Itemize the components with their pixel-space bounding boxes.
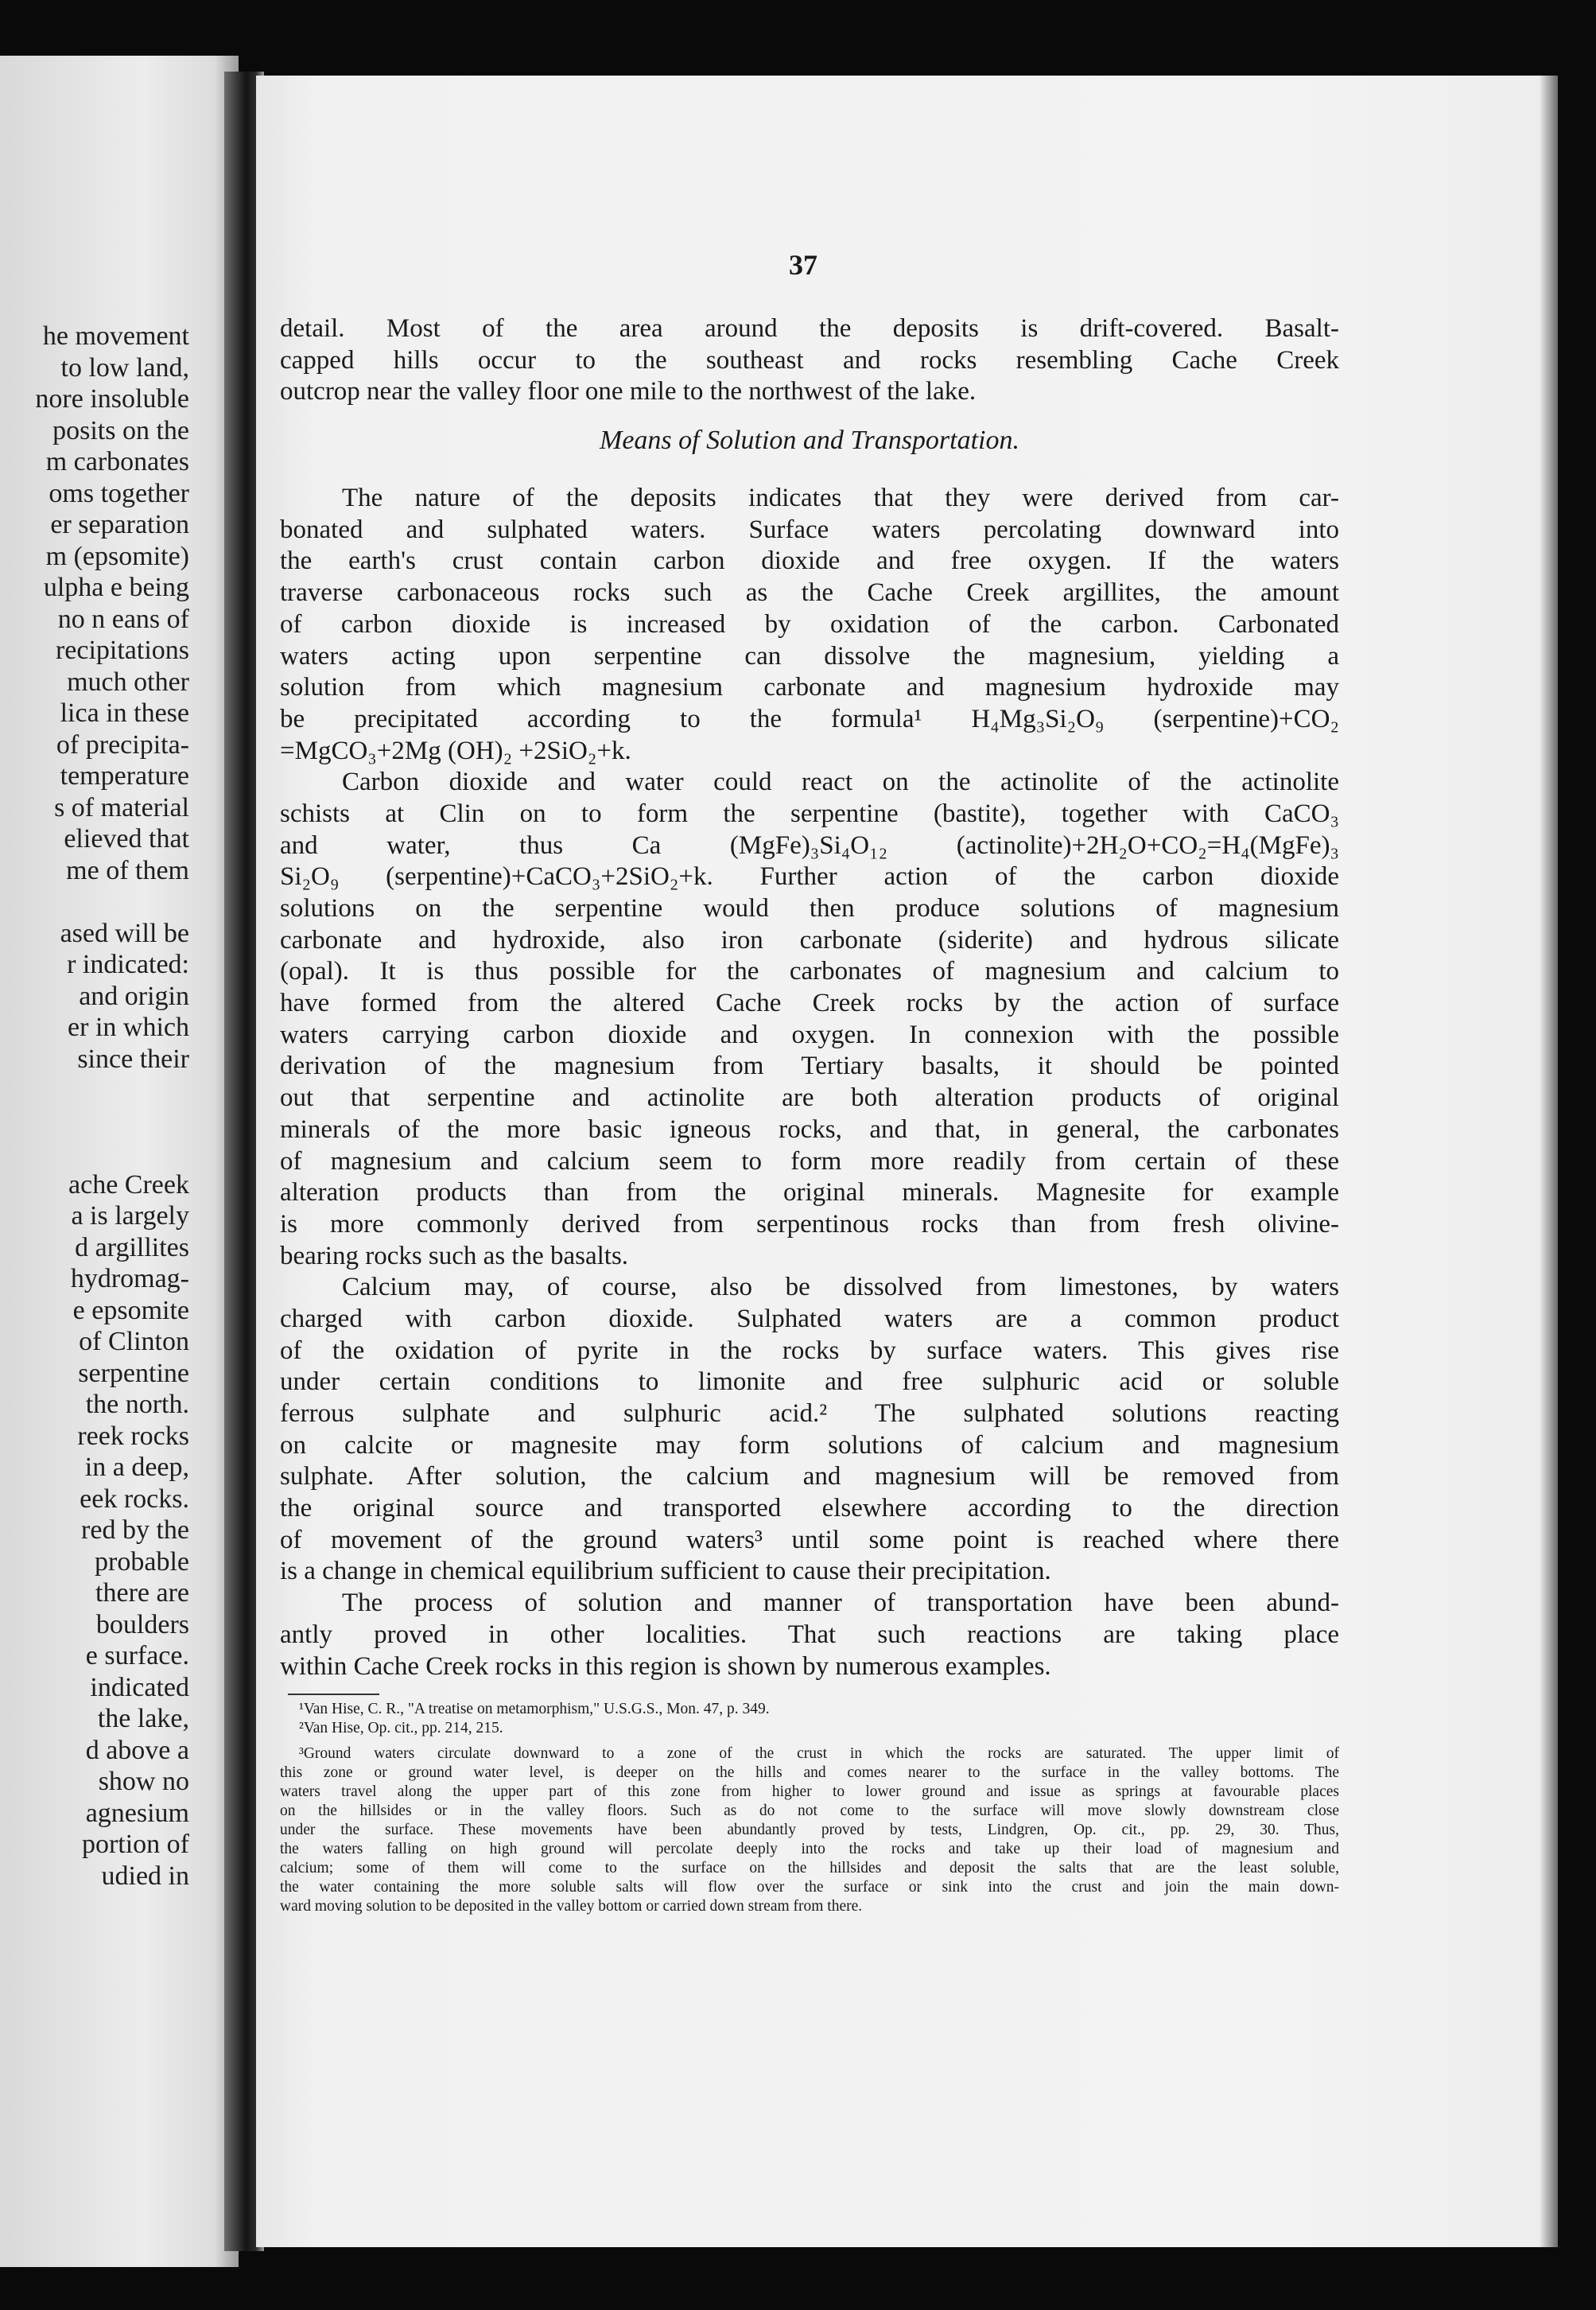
left-page-line: m (epsomite) [45,541,189,571]
text-line: solutions on the serpentine would then produce solutions of magnesium [280,894,1339,923]
footnote-3 [280,1744,1339,1916]
left-page-line: of precipita- [56,729,189,760]
footnote-line: under the surface. These movements have been abundantly proved by tests, Lindgren, Op. cit., pp. 29, 30. Thus, [280,1822,1339,1839]
text-line: within Cache Creek rocks in this region is shown by numerous examples. [280,1651,1051,1681]
footnote-2: ²Van Hise, Op. cit., pp. 214, 215. [299,1720,503,1737]
text-line: have formed from the altered Cache Creek rocks by the action of surface [280,989,1339,1018]
paragraph-nature-of-deposits [280,483,1339,767]
text-line: (opal). It is thus possible for the carbonates of magnesium and calcium to [280,957,1339,986]
text-line: outcrop near the valley floor one mile to the northwest of the lake. [280,377,977,406]
footnote-line: on the hillsides or in the valley floors. Such as do not come to the surface will move slowly downstream close [280,1802,1339,1820]
page-body [280,313,1339,1916]
left-page-line: to low land, [60,352,189,383]
left-page-line: there are [95,1578,189,1608]
text-line: ferrous sulphate and sulphuric acid.² The sulphated solutions reacting [280,1399,1339,1428]
left-page-line: since their [77,1044,189,1074]
left-page-line: e epsomite [72,1295,189,1325]
left-page-line: d argillites [75,1232,189,1262]
footnote-rule [288,1694,379,1695]
text-line: charged with carbon dioxide. Sulphated waters are a common product [280,1304,1339,1333]
left-page-line: serpentine [78,1358,189,1388]
left-page-line: elieved that [64,824,189,854]
left-page-line: er separation [50,510,189,539]
text-line: bonated and sulphated waters. Surface waters percolating downward into [280,515,1339,544]
left-page-line: me of them [66,855,189,885]
left-page-line: m carbonates [45,447,189,476]
left-page-line [0,1106,189,1138]
text-line: of carbon dioxide is increased by oxidation of the carbon. Carbonated [280,609,1339,639]
left-page-line: the north. [85,1390,189,1419]
paragraph-intro [280,313,1339,408]
text-line: is a change in chemical equilibrium sufficient to cause their precipitation. [280,1557,1051,1586]
text-line: alteration products than from the original minerals. Magnesite for example [280,1178,1339,1208]
left-page-line: e surface. [85,1641,189,1670]
text-line: of movement of the ground waters³ until some point is reached where there [280,1525,1339,1554]
text-line: traverse carbonaceous rocks such as the Cache Creek argillites, the amount [280,578,1339,608]
paragraph-process [280,1588,1339,1682]
text-line: of magnesium and calcium seem to form more readily from certain of these [280,1146,1339,1176]
left-page-line: no n eans of [57,604,189,634]
text-line: waters carrying carbon dioxide and oxygen. In connexion with the possible [280,1020,1339,1049]
left-page-line: ulpha e being [43,573,189,602]
text-line: The nature of the deposits indicates that they were derived from car- [342,484,1339,513]
left-page-line: and origin [79,981,189,1011]
left-page-text [0,321,189,1892]
paragraph-carbon-dioxide [280,767,1339,1272]
left-page-line: temperature [60,761,189,791]
section-heading: Means of Solution and Transportation. [600,426,1019,456]
left-page-line: he movement [42,321,189,351]
left-page-line: reek rocks [77,1421,189,1451]
text-line: detail. Most of the area around the deposits is drift-covered. Basalt- [280,314,1339,343]
text-line: sulphate. After solution, the calcium and magnesium will be removed from [280,1462,1339,1491]
left-page-line: indicated [90,1672,189,1702]
text-line: derivation of the magnesium from Tertiary basalts, it should be pointed [280,1052,1339,1081]
left-page-line: udied in [101,1861,189,1891]
text-line: The process of solution and manner of transportation have been abund- [342,1589,1339,1618]
left-page-line: show no [98,1767,189,1796]
left-page-line: a is largely [71,1201,189,1231]
left-page-line: ache Creek [68,1169,189,1200]
text-line: the earth's crust contain carbon dioxide and free oxygen. If the waters [280,546,1339,576]
text-line: and water, thus Ca (MgFe)₃Si₄O₁₂ (actinolite)+2H₂O+CO₂=H₄(MgFe)₃ [280,830,1339,860]
footnote-line: the water containing the more soluble salts will flow over the surface or sink into the crust and join the main down- [280,1879,1339,1896]
footnote-line: this zone or ground water level, is deeper on the hills and comes nearer to the surface in the valley bottoms. The [280,1764,1339,1782]
footnote-line: the waters falling on high ground will percolate deeply into the rocks and take up their load of magnesium and [280,1841,1339,1858]
left-page-line [0,886,189,918]
left-page-line: probable [95,1546,189,1577]
text-line: bearing rocks such as the basalts. [280,1241,629,1270]
footnote-line: calcium; some of them will come to the surface on the hillsides and deposit the salts that are the least soluble, [280,1860,1339,1877]
footnote-1: ¹Van Hise, C. R., "A treatise on metamorphism," U.S.G.S., Mon. 47, p. 349. [299,1701,770,1718]
text-line: minerals of the more basic igneous rocks, and that, in general, the carbonates [280,1114,1339,1144]
text-line: under certain conditions to limonite and free sulphuric acid or soluble [280,1367,1339,1397]
text-line: capped hills occur to the southeast and rocks resembling Cache Creek [280,345,1339,375]
footnote-line: ward moving solution to be deposited in the valley bottom or carried down stream from there. [280,1898,863,1915]
text-line: antly proved in other localities. That such reactions are taking place [280,1620,1339,1649]
text-line: solution from which magnesium carbonate and magnesium hydroxide may [280,673,1339,702]
left-page-line: portion of [81,1830,189,1859]
left-page-line: ased will be [60,918,189,948]
text-line: is more commonly derived from serpentinous rocks than from fresh olivine- [280,1209,1339,1239]
text-line: Carbon dioxide and water could react on the actinolite of the actinolite [342,768,1339,797]
left-page-line: agnesium [85,1798,189,1828]
left-page-line [0,1075,189,1106]
left-page-line: r indicated: [67,950,189,979]
left-page-line: lica in these [60,698,189,728]
footnote-line: waters travel along the upper part of this zone from higher to lower ground and issue as springs at favourable places [280,1783,1339,1801]
left-page-line: boulders [95,1609,189,1639]
text-line: waters acting upon serpentine can dissolve the magnesium, yielding a [280,641,1339,671]
left-page-line: much other [67,667,189,697]
left-page-line: s of material [54,792,189,822]
text-line: Si₂O₉ (serpentine)+CaCO₃+2SiO₂+k. Further action of the carbon dioxide [280,862,1339,892]
left-page-line: posits on the [52,415,189,445]
text-line: schists at Clin on to form the serpentine (bastite), together with CaCO₃ [280,799,1339,828]
left-page-line [0,1138,189,1169]
left-page-line: oms together [49,478,189,508]
left-page-line: nore insoluble [35,384,189,414]
left-page-line: red by the [81,1515,189,1545]
footnotes [280,1700,1339,1916]
text-line: the original source and transported elsewhere according to the direction [280,1494,1339,1523]
left-page-line: d above a [85,1735,189,1765]
text-line: on calcite or magnesite may form solutions of calcium and magnesium [280,1430,1339,1460]
footnote-line: ³Ground waters circulate downward to a zone of the crust in which the rocks are saturated. The upper limit of [299,1745,1339,1763]
text-line: of the oxidation of pyrite in the rocks by surface waters. This gives rise [280,1336,1339,1365]
text-line: =MgCO₃+2Mg (OH)₂ +2SiO₂+k. [280,736,631,765]
left-page-line: recipitations [55,636,189,665]
left-page-line: in a deep, [84,1452,189,1482]
text-line: be precipitated according to the formula¹ H₄Mg₃Si₂O₉ (serpentine)+CO₂ [280,704,1339,733]
left-page-line: eek rocks. [80,1484,189,1514]
left-page-line: hydromag- [70,1264,189,1293]
page-edge-shadow [1539,76,1558,2247]
text-line: carbonate and hydroxide, also iron carbonate (siderite) and hydrous silicate [280,925,1339,955]
paragraph-calcium [280,1272,1339,1588]
left-page-line: of Clinton [79,1327,189,1356]
left-page-line: the lake, [97,1704,189,1733]
text-line: out that serpentine and actinolite are both alteration products of original [280,1083,1339,1113]
page-number: 37 [789,249,817,281]
text-line: Calcium may, of course, also be dissolved from limestones, by waters [342,1273,1339,1302]
left-page-line: er in which [68,1013,189,1042]
left-facing-page [0,56,239,2267]
